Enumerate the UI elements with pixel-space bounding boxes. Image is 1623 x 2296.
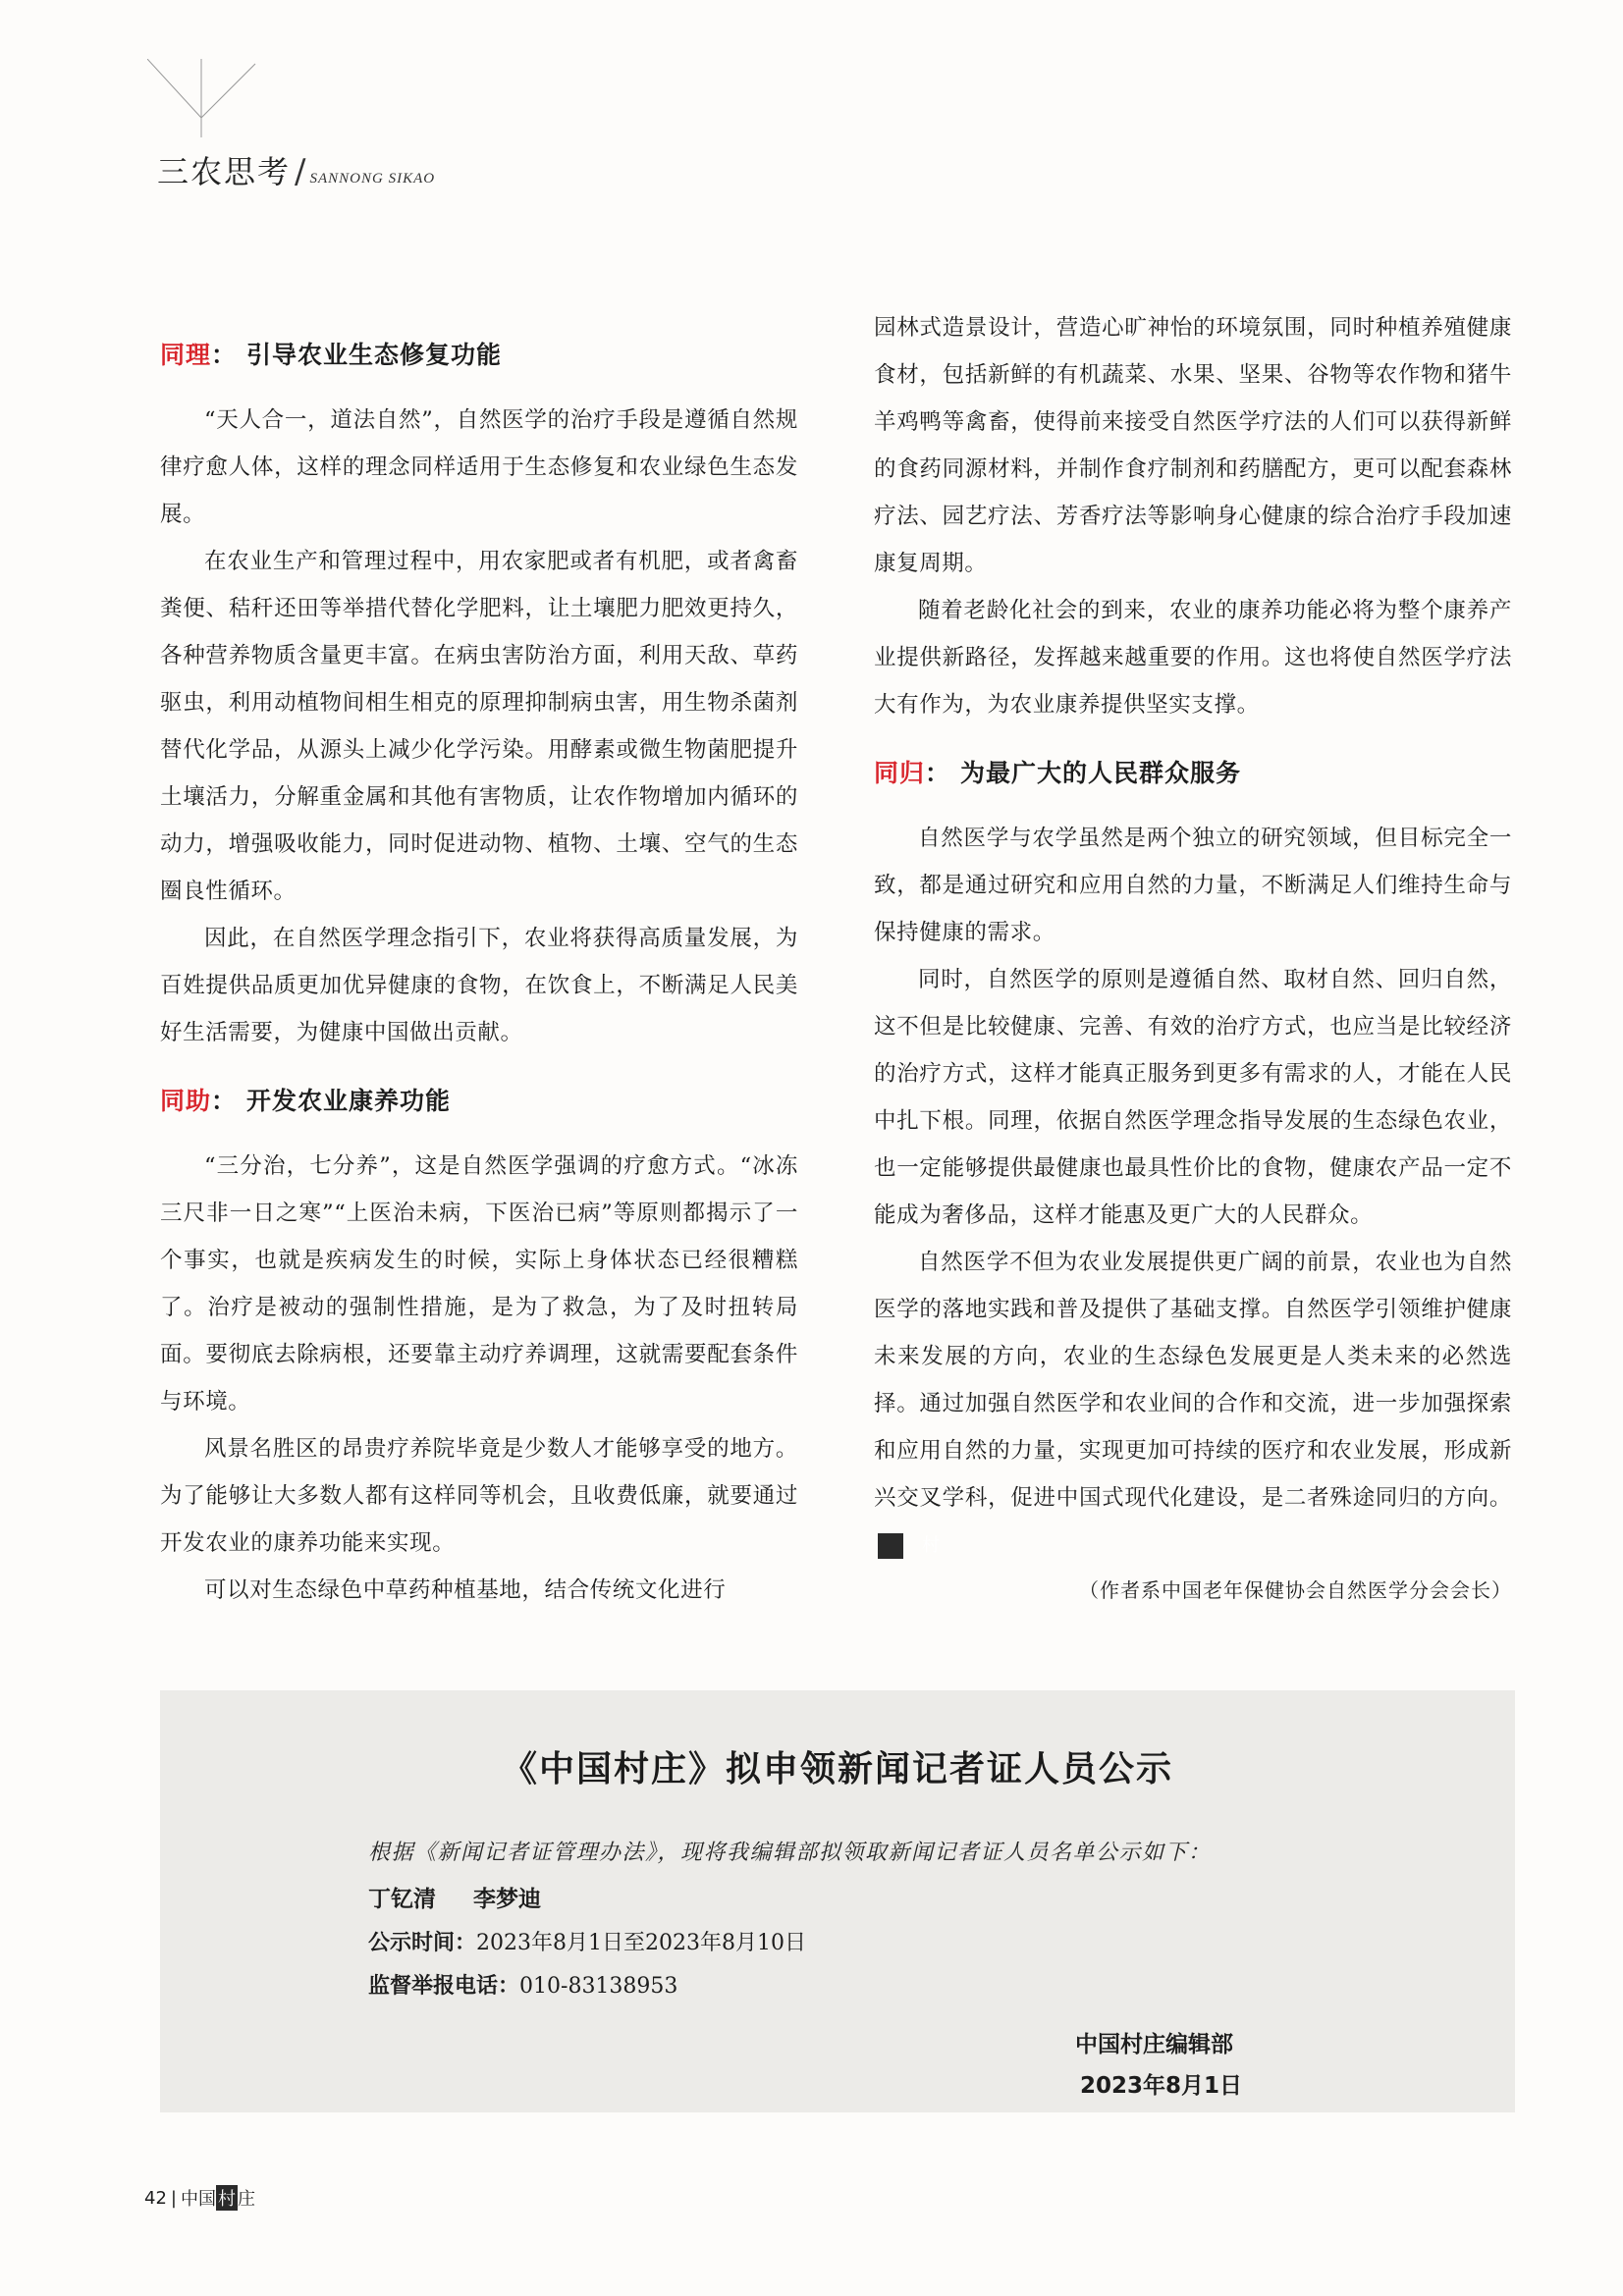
page-footer: 42 | 中国 村 庄	[144, 2185, 255, 2211]
paragraph: 风景名胜区的昂贵疗养院毕竟是少数人才能够享受的地方。为了能够让大多数人都有这样同等机会，且收费低廉，就要通过开发农业的康养功能来实现。	[160, 1436, 798, 1556]
heading-tongli: 同理 ： 引导农业生态修复功能	[160, 336, 798, 371]
heading-tongzhu: 同助 ： 开发农业康养功能	[160, 1082, 798, 1117]
heading-tag: 同归	[874, 759, 926, 787]
paragraph: 园林式造景设计，营造心旷神怡的环境氛围，同时种植养殖健康食材，包括新鲜的有机蔬菜、水果、坚果、谷物等农作物和猪牛羊鸡鸭等禽畜，使得前来接受自然医学疗法的人们可以获得新鲜的食药同源材料，并制作食疗制剂和药膳配方，更可以配套森林疗法、园艺疗法、芳香疗法等影响身心健康的综合治疗手段加速康复周期。	[874, 315, 1512, 576]
section-header	[157, 147, 435, 192]
heading-title: 开发农业康养功能	[246, 1087, 452, 1115]
magazine-name: 中国 村 庄	[181, 2185, 255, 2211]
paragraph: 自然医学与农学虽然是两个独立的研究领域，但目标完全一致，都是通过研究和应用自然的力量，不断满足人们维持生命与保持健康的需求。	[874, 826, 1512, 945]
heading-title: 为最广大的人民群众服务	[960, 759, 1242, 787]
header-slash: /	[295, 152, 306, 191]
heading-tag: 同理	[160, 341, 212, 369]
notice-title: 《中国村庄》拟申领新闻记者证人员公示	[501, 1749, 1173, 1789]
press-card-notice	[160, 1690, 1515, 2112]
notice-intro: 根据《新闻记者证管理办法》，现将我编辑部拟领取新闻记者证人员名单公示如下：	[368, 1841, 1212, 1865]
paragraph: 可以对生态绿色中草药种植基地，结合传统文化进行	[204, 1577, 727, 1603]
paragraph: 因此，在自然医学理念指引下，农业将获得高质量发展，为百姓提供品质更加优异健康的食物，在饮食上，不断满足人民美好生活需要，为健康中国做出贡献。	[160, 926, 798, 1045]
section-title-en: SANNONG SIKAO	[309, 171, 436, 187]
notice-names	[368, 1881, 570, 1913]
paragraph: “三分治，七分养”，这是自然医学强调的疗愈方式。“冰冻三尺非一日之寒”“上医治未病，下医治已病”等原则都揭示了一个事实，也就是疾病发生的时候，实际上身体状态已经很糟糕了。治疗是被动的强制性措施，是为了救急，为了及时扭转局面。要彻底去除病根，还要靠主动疗养调理，这就需要配套条件与环境。	[160, 1153, 798, 1415]
corner-decoration	[147, 59, 265, 147]
author-byline: （作者系中国老年保健协会自然医学分会会长）	[1079, 1578, 1512, 1602]
paragraph: 自然医学不但为农业发展提供更广阔的前景，农业也为自然医学的落地实践和普及提供了基础支撑。自然医学引领维护健康未来发展的方向，农业的生态绿色发展更是人类未来的必然选择。通过加强自然医学和农业间的合作和交流，进一步加强探索和应用自然的力量，实现更加可持续的医疗和农业发展，形成新兴交叉学科，促进中国式现代化建设，是二者殊途同归的方向。村	[874, 1239, 1512, 1569]
notice-organization: 中国村庄编辑部	[1075, 2032, 1233, 2057]
paragraph: 随着老龄化社会的到来，农业的康养功能必将为整个康养产业提供新路径，发挥越来越重要的作用。这也将使自然医学疗法大有作为，为农业康养提供坚实支撑。	[874, 598, 1512, 718]
paragraph: “天人合一，道法自然”，自然医学的治疗手段是遵循自然规律疗愈人体，这样的理念同样适用于生态修复和农业绿色生态发展。	[160, 407, 798, 527]
paragraph: 在农业生产和管理过程中，用农家肥或者有机肥，或者禽畜粪便、秸秆还田等举措代替化学肥料，让土壤肥力肥效更持久，各种营养物质含量更丰富。在病虫害防治方面，利用天敌、草药驱虫，利用动植物间相生相克的原理抑制病虫害，用生物杀菌剂替代化学品，从源头上减少化学污染。用酵素或微生物菌肥提升土壤活力，分解重金属和其他有害物质，让农作物增加内循环的动力，增强吸收能力，同时促进动物、植物、土壤、空气的生态圈良性循环。	[160, 549, 798, 904]
name-entry: 李梦迪	[473, 1887, 542, 1912]
heading-title: 引导农业生态修复功能	[246, 341, 503, 369]
end-mark-icon: 村	[878, 1533, 903, 1559]
heading-tag: 同助	[160, 1087, 212, 1115]
name-entry: 丁钇清	[368, 1887, 436, 1912]
heading-tonggui: 同归 ： 为最广大的人民群众服务	[874, 754, 1512, 789]
paragraph: 同时，自然医学的原则是遵循自然、取材自然、回归自然，这不但是比较健康、完善、有效的治疗方式，也应当是比较经济的治疗方式，这样才能真正服务到更多有需求的人，才能在人民中扎下根。同理，依据自然医学理念指导发展的生态绿色农业，也一定能够提供最健康也最具性价比的食物，健康农产品一定不能成为奢侈品，这样才能惠及更广大的人民群众。	[874, 967, 1512, 1228]
notice-date: 2023年8月1日	[1080, 2073, 1243, 2099]
section-title-cn: 三农思考	[157, 153, 292, 190]
notice-period: 公示时间：2023年8月1日至2023年8月10日	[368, 1931, 806, 1955]
page-number: 42	[144, 2187, 167, 2209]
right-column	[874, 304, 1512, 1603]
left-column	[160, 304, 798, 1614]
notice-phone: 监督举报电话：010-83138953	[368, 1974, 678, 1999]
